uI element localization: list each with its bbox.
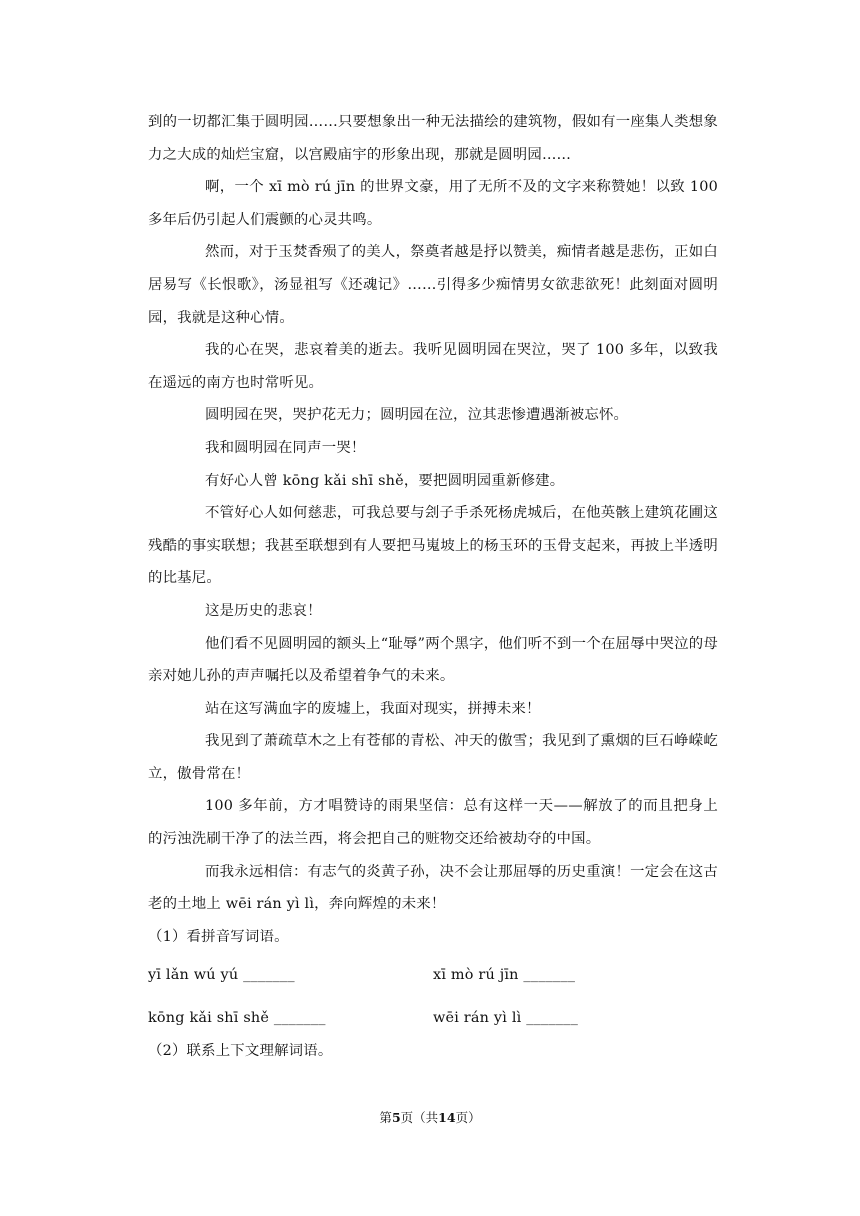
paragraph: 站在这写满血字的废墟上，我面对现实，拼搏未来！	[205, 700, 541, 717]
paragraph: 啊，一个 xī mò rú jīn 的世界文豪，用了无所不及的文字来称赞她！以致 100 多年后仍引起人们震颤的心灵共鸣。	[148, 179, 718, 228]
paragraph: 圆明园在哭，哭护花无力；圆明园在泣，泣其悲惨遭遇渐被忘怀。	[205, 407, 629, 424]
page-footer	[0, 1108, 860, 1126]
question-1-label: （1）看拼音写词语。	[148, 928, 289, 945]
pinyin-blank-item: xī mò rú jīn _______	[433, 967, 576, 984]
footer-total-pages: 14	[438, 1110, 456, 1125]
paragraph: 不管好心人如何慈悲，可我总要与刽子手杀死杨虎城后，在他英骸上建筑花圃这残酷的事实联想；我甚至联想到有人要把马嵬坡上的杨玉环的玉骨支起来，再披上半透明的比基尼。	[148, 505, 718, 587]
paragraph: 这是历史的悲哀！	[205, 602, 322, 619]
paragraph: 然而，对于玉焚香殒了的美人，祭奠者越是抒以赞美，痴情者越是悲伤，正如白居易写《长恨歌》，汤显祖写《还魂记》……引得多少痴情男女欲悲欲死！此刻面对圆明园，我就是这种心情。	[148, 244, 718, 326]
paragraph: 我的心在哭，悲哀着美的逝去。我听见圆明园在哭泣，哭了 100 多年，以致我在遥远的南方也时常听见。	[148, 342, 718, 391]
question-2-label: （2）联系上下文理解词语。	[148, 1042, 333, 1059]
footer-prefix: 第	[379, 1110, 392, 1125]
paragraph: 到的一切都汇集于圆明园……只要想象出一种无法描绘的建筑物，假如有一座集人类想象力之大成的灿烂宝窟，以宫殿庙宇的形象出现，那就是圆明园……	[148, 114, 718, 163]
paragraph: 我见到了萧疏草木之上有苍郁的青松、冲天的傲雪；我见到了熏烟的巨石峥嵘屹立，傲骨常在！	[148, 733, 718, 782]
paragraph: 我和圆明园在同声一哭！	[205, 439, 366, 456]
footer-page-number: 5	[391, 1110, 401, 1125]
paragraph: 有好心人曾 kōng kǎi shī shě，要把圆明园重新修建。	[205, 472, 565, 489]
question-1-row	[148, 959, 718, 992]
article-body	[148, 106, 718, 1067]
pinyin-blank-item: wēi rán yì lì _______	[433, 1010, 578, 1027]
paragraph: 而我永远相信：有志气的炎黄子孙，决不会让那屈辱的历史重演！一定会在这古老的土地上 wēi rán yì lì，奔向辉煌的未来！	[148, 863, 718, 913]
pinyin-blank-item: yī lǎn wú yú _______	[148, 967, 295, 984]
paragraph: 100 多年前，方才唱赞诗的雨果坚信：总有这样一天——解放了的而且把身上的污浊洗刷干净了的法兰西，将会把自己的赃物交还给被劫夺的中国。	[148, 798, 718, 848]
paragraph: 他们看不见圆明园的额头上“耻辱”两个黑字，他们听不到一个在屈辱中哭泣的母亲对她儿孙的声声嘱托以及希望着争气的未来。	[148, 635, 718, 685]
footer-mid: 页（共	[400, 1110, 439, 1125]
pinyin-blank-item: kōng kǎi shī shě _______	[148, 1010, 326, 1027]
question-1-row	[148, 1002, 718, 1035]
footer-suffix: 页）	[455, 1110, 481, 1125]
